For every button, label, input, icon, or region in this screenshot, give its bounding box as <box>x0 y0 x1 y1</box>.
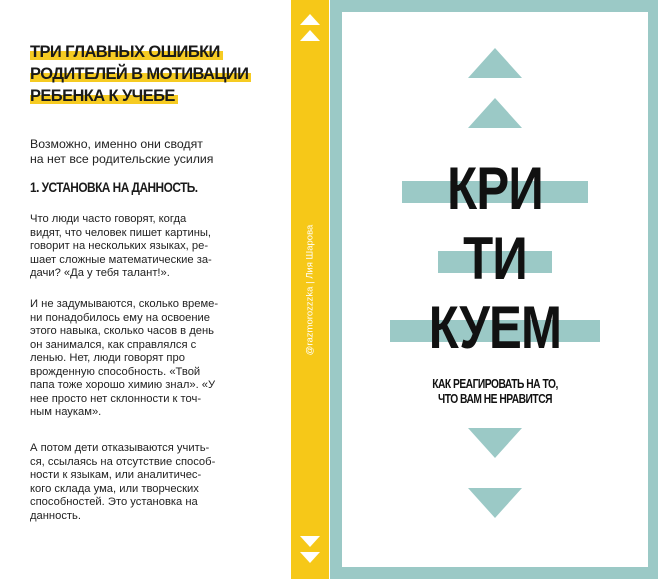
paragraph-3 <box>30 442 275 523</box>
text-line: данность. <box>30 509 81 522</box>
cover-word: КУЕМ <box>428 294 562 361</box>
text-line: кого склада ума, или творческих <box>30 482 199 495</box>
arrow-down-icon <box>300 552 320 563</box>
text-line: ся, ссылаясь на отсутствие способ- <box>30 455 216 468</box>
intro-line: Возможно, именно они сводят <box>30 137 203 151</box>
text-line: Что люди часто говорят, когда <box>30 213 187 225</box>
text-line: нее просто нет склонности к точ- <box>30 392 202 405</box>
text-line: ности к языкам, или аналитичес- <box>30 469 202 481</box>
text-line: говорит на нескольких языках, ре- <box>30 240 209 252</box>
arrow-down-icon <box>300 536 320 547</box>
arrow-up-icon <box>300 14 320 25</box>
arrow-up-icon <box>300 30 320 41</box>
text-line: папа тоже хорошо химию знал». «У <box>30 379 216 391</box>
text-line: И не задумываются, сколько време- <box>30 298 219 310</box>
cover-word-block <box>342 225 648 292</box>
cover-word: КРИ <box>447 155 543 222</box>
paragraph-1 <box>30 213 275 281</box>
text-line: этого навыка, сколько часов в день <box>30 325 214 337</box>
subtitle-line: КАК РЕАГИРОВАТЬ НА ТО, <box>432 377 558 391</box>
text-line: ленью. Нет, люди говорят про <box>30 352 185 364</box>
cover-panel <box>342 12 648 567</box>
left-page <box>0 0 290 579</box>
cover-word-block <box>342 294 648 361</box>
text-line: врожденную способность. «Твой <box>30 365 201 378</box>
cover-word: ТИ <box>463 225 527 292</box>
subtitle-line: ЧТО ВАМ НЕ НРАВИТСЯ <box>437 392 552 406</box>
text-line: ни понадобилось ему на освоение <box>30 311 211 324</box>
triangle-down-icon <box>468 488 522 518</box>
title-line: ТРИ ГЛАВНЫХ ОШИБКИ <box>30 42 223 62</box>
text-line: дачи? «Да у тебя талант!». <box>30 267 170 279</box>
text-line: он занимался, как справлялся с <box>30 338 197 351</box>
triangle-up-icon <box>468 98 522 128</box>
text-line: А потом дети отказываются учить- <box>30 442 210 454</box>
intro-line: на нет все родительские усилия <box>30 152 214 166</box>
title-line: РОДИТЕЛЕЙ В МОТИВАЦИИ <box>30 64 251 84</box>
text-line: ным наукам». <box>30 406 102 418</box>
spine-credit: @razmorozzzka | Лия Шарова <box>304 224 316 356</box>
title-line: РЕБЕНКА К УЧЕБЕ <box>30 86 178 106</box>
text-line: видят, что человек пишет картины, <box>30 226 212 239</box>
section-heading: 1. УСТАНОВКА НА ДАННОСТЬ. <box>30 180 198 195</box>
paragraph-2 <box>30 298 275 420</box>
cover-word-block <box>342 155 648 222</box>
triangle-down-icon <box>468 428 522 458</box>
cover-subtitle <box>370 377 621 407</box>
text-line: способностей. Это установка на <box>30 496 198 508</box>
cover-page <box>330 0 658 579</box>
text-line: шает сложные математические за- <box>30 253 212 266</box>
spine <box>291 0 329 579</box>
article-intro <box>30 137 280 167</box>
article-title <box>30 42 290 108</box>
triangle-up-icon <box>468 48 522 78</box>
